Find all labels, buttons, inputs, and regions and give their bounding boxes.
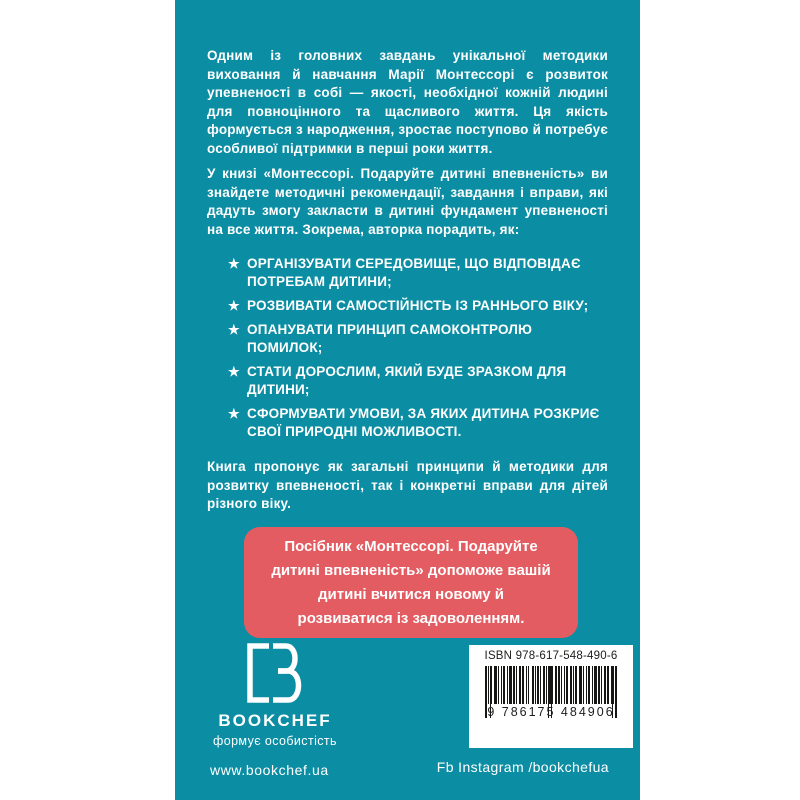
cover-text-block	[175, 0, 640, 638]
bullet-item-label: ОПАНУВАТИ ПРИНЦИП САМОКОНТРОЛЮ ПОМИЛОК;	[247, 322, 533, 355]
bullet-item-label: ОРГАНІЗУВАТИ СЕРЕДОВИЩЕ, ЩО ВІДПОВІДАЄ ПОТРЕБАМ ДИТИНИ;	[247, 256, 581, 289]
bullet-item	[228, 363, 602, 399]
brand-tagline: формує особистість	[213, 734, 337, 748]
barcode-digits: 9 786175 484906	[487, 705, 615, 719]
brand-name: BOOKCHEF	[218, 711, 332, 730]
star-icon: ★	[228, 322, 240, 337]
closing-paragraph: Книга пропонує як загальні принципи й методики для розвитку впевненості, так і конкретні вправи для дітей різного віку.	[207, 459, 608, 511]
isbn-label: ISBN 978-617-548-490-6	[484, 650, 618, 662]
bookchef-logo-icon	[242, 640, 308, 706]
star-icon: ★	[228, 406, 240, 421]
book-back-cover	[175, 0, 640, 800]
book-summary-paragraph: У книзі «Монтессорі. Подаруйте дитині впевненість» ви знайдете методичні рекомендації, завдання і вправи, які дадуть змогу закласти в дитині фундамент упевненості на все життя. Зокрема, авторка порадить, як:	[207, 166, 608, 237]
bullet-item	[228, 321, 602, 357]
website-url: www.bookchef.ua	[210, 762, 329, 778]
bullet-item-label: СФОРМУВАТИ УМОВИ, ЗА ЯКИХ ДИТИНА РОЗКРИЄ СВОЇ ПРИРОДНІ МОЖЛИВОСТІ.	[247, 406, 600, 439]
bullet-item	[228, 255, 602, 291]
advice-bullet-list	[228, 255, 608, 441]
bullet-item-label: СТАТИ ДОРОСЛИМ, ЯКИЙ БУДЕ ЗРАЗКОМ ДЛЯ ДИТИНИ;	[247, 364, 567, 397]
social-handles: Fb Instagram /bookchefua	[436, 759, 609, 775]
bullet-item	[228, 405, 602, 441]
bullet-item	[228, 297, 602, 315]
highlight-box: Посібник «Монтессорі. Подаруйте дитині впевненість» допоможе вашій дитині вчитися новому й розвиватися із задоволенням.	[244, 527, 578, 638]
publisher-brand-block	[205, 640, 345, 748]
star-icon: ★	[228, 364, 240, 379]
star-icon: ★	[228, 256, 240, 271]
bullet-item-label: РОЗВИВАТИ САМОСТІЙНІСТЬ ІЗ РАННЬОГО ВІКУ;	[247, 298, 589, 313]
barcode	[469, 645, 633, 748]
intro-paragraph: Одним із головних завдань унікальної методики виховання й навчання Марії Монтессорі є розвиток упевненості в собі — якості, необхідної кожній людині для повноцінного та щасливого життя. Ця якість формується з народження, зростає поступово й потребує особливої підтримки в перші роки життя.	[207, 48, 608, 156]
star-icon: ★	[228, 298, 240, 313]
